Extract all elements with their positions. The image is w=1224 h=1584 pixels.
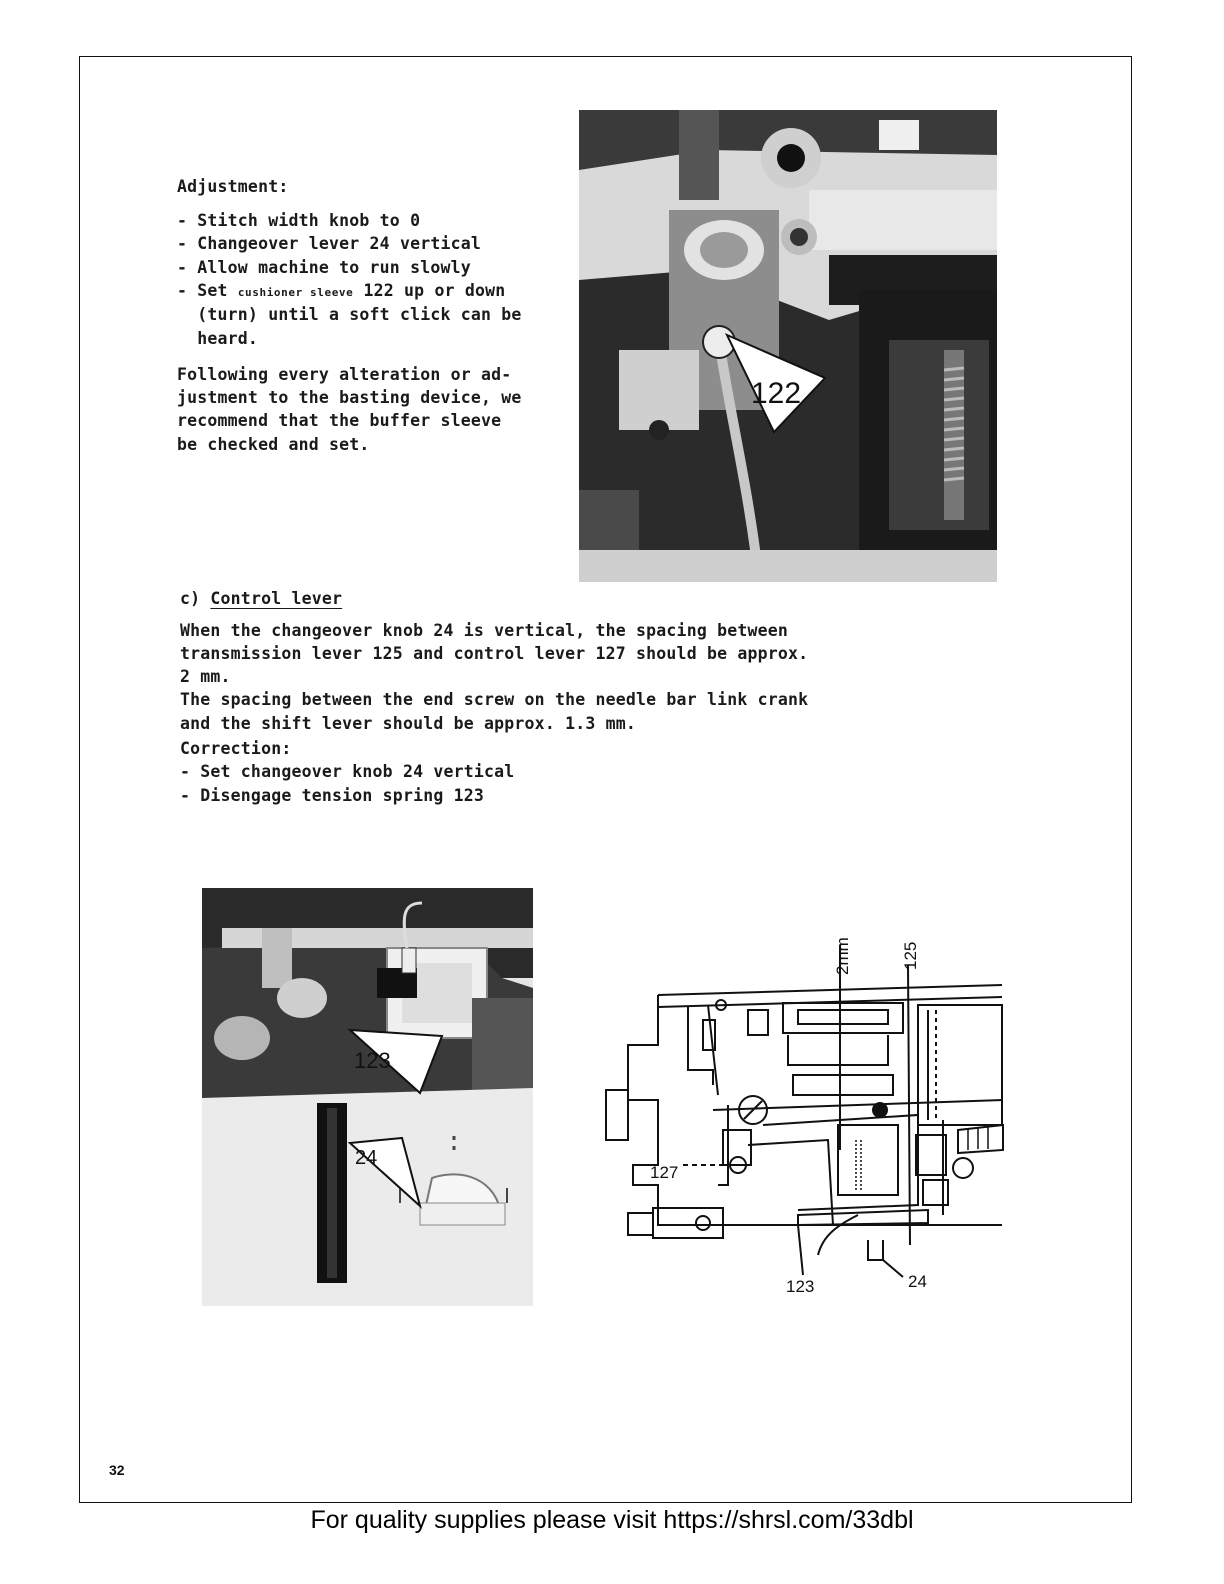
body-line: - Set changeover knob 24 vertical: [180, 762, 515, 781]
adjustment-item: heard.: [177, 329, 259, 348]
adjustment-item: [177, 279, 505, 305]
callout-122: 122: [751, 377, 802, 410]
paragraph-line: justment to the basting device, we: [177, 388, 522, 407]
adjustment-heading: Adjustment:: [177, 177, 289, 196]
adjustment-item: - Changeover lever 24 vertical: [177, 234, 482, 253]
page-number: 32: [109, 1462, 125, 1478]
body-line: Correction:: [180, 739, 292, 758]
item-text: - Set: [177, 281, 238, 300]
lever-diagram: [598, 925, 1008, 1300]
body-line: When the changeover knob 24 is vertical, the spacing between: [180, 621, 789, 640]
callout-123: 123: [354, 1048, 391, 1073]
body-line: The spacing between the end screw on the needle bar link crank: [180, 690, 809, 709]
item-small-text: cushioner sleeve: [237, 286, 354, 299]
adjustment-item: (turn) until a soft click can be: [177, 305, 522, 324]
body-line: 2 mm.: [180, 667, 231, 686]
paragraph-line: be checked and set.: [177, 435, 370, 454]
label-125: 125: [901, 941, 920, 970]
mechanism-photo-bottom: [202, 888, 533, 1306]
label-127: 127: [650, 1163, 679, 1182]
label-123: 123: [786, 1277, 815, 1296]
paragraph-line: recommend that the buffer sleeve: [177, 411, 502, 430]
body-line: and the shift lever should be approx. 1.3 mm.: [180, 714, 637, 733]
footer-note: For quality supplies please visit https://shrsl.com/33dbl: [310, 1506, 914, 1534]
paragraph-line: Following every alteration or ad-: [177, 365, 512, 384]
adjustment-item: - Allow machine to run slowly: [177, 258, 471, 277]
adjustment-item: - Stitch width knob to 0: [177, 211, 421, 230]
body-line: - Disengage tension spring 123: [180, 786, 485, 805]
section-heading: [180, 587, 342, 611]
item-text: 122 up or down: [353, 281, 506, 300]
label-2mm: 2mm: [833, 937, 852, 975]
section-title: Control lever: [210, 589, 343, 608]
callout-24: 24: [355, 1147, 378, 1169]
section-prefix: c): [180, 589, 211, 608]
label-24: 24: [908, 1272, 927, 1291]
mechanism-photo-top: [579, 110, 997, 582]
body-line: transmission lever 125 and control lever 127 should be approx.: [180, 644, 809, 663]
